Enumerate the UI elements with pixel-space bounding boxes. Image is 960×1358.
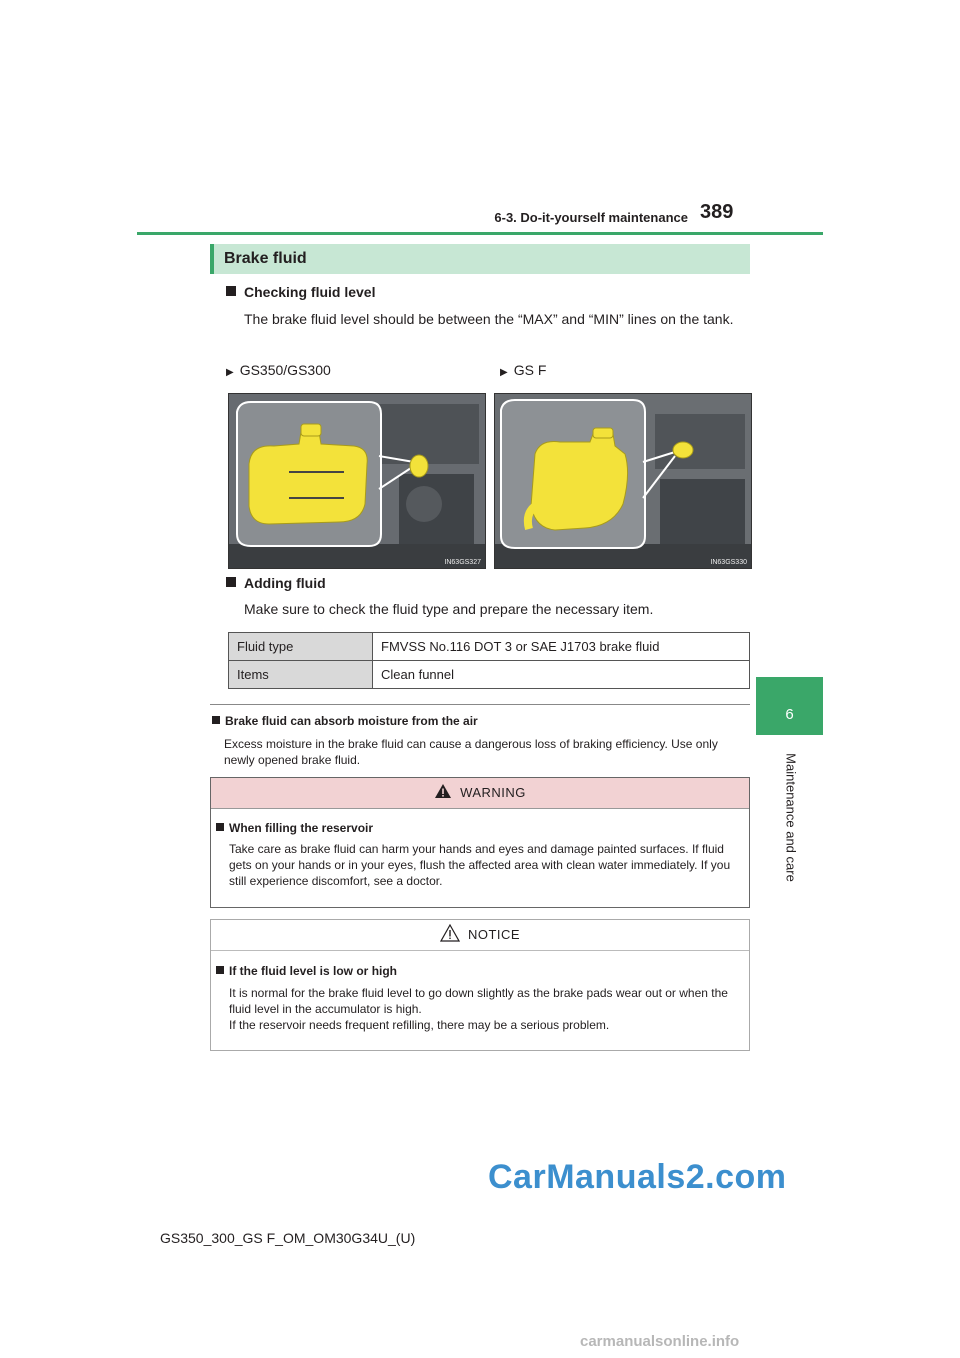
note-divider: [210, 704, 750, 705]
note-text: Excess moisture in the brake fluid can cause a dangerous loss of braking efficiency. Use only newly opened brake fluid.: [224, 737, 718, 767]
header-rule: [137, 232, 823, 235]
chapter-label: Maintenance and care: [783, 753, 799, 882]
page-number: 389: [700, 201, 734, 223]
document-code: GS350_300_GS F_OM_OM30G34U_(U): [160, 1230, 416, 1246]
warning-box: [210, 777, 750, 908]
notice-title: If the fluid level is low or high: [216, 964, 397, 978]
warning-label: WARNING: [460, 785, 526, 800]
square-bullet-icon: [216, 823, 224, 831]
table-value: FMVSS No.116 DOT 3 or SAE J1703 brake fluid: [373, 633, 750, 661]
watermark-url[interactable]: carmanualsonline.info: [580, 1333, 740, 1350]
reservoir-illustration: [229, 394, 485, 568]
image-code: IN63GS327: [444, 559, 481, 566]
notice-text: [229, 985, 741, 1033]
image-code: IN63GS330: [710, 559, 747, 566]
notice-text-line: It is normal for the brake fluid level to go down slightly as the brake pads wear out or when the fluid level in the accumulator is high.: [229, 986, 728, 1016]
fluid-spec-table: [228, 632, 750, 689]
reservoir-illustration: [495, 394, 751, 568]
square-bullet-icon: [212, 716, 220, 724]
table-row: [229, 661, 750, 689]
adding-text: Make sure to check the fluid type and prepare the necessary item.: [244, 601, 654, 617]
notice-label: NOTICE: [467, 927, 521, 942]
variant-label-gsf: ▶ GS F: [500, 362, 547, 378]
notice-box: [210, 919, 750, 1051]
triangle-right-icon: ▶: [500, 367, 508, 378]
note-title: Brake fluid can absorb moisture from the air: [212, 714, 478, 728]
notice-text-line: If the reservoir needs frequent refilling, there may be a serious problem.: [229, 1018, 610, 1032]
table-key: Items: [229, 661, 373, 689]
warning-title: When filling the reservoir: [216, 821, 373, 835]
warning-header: [211, 778, 749, 809]
notice-header: [211, 920, 749, 951]
checking-text: The brake fluid level should be between the “MAX” and “MIN” lines on the tank.: [244, 311, 734, 327]
square-bullet-icon: [216, 966, 224, 974]
watermark-logo[interactable]: CarManuals2.com: [488, 1158, 787, 1196]
square-bullet-icon: [226, 577, 236, 587]
adding-heading: Adding fluid: [226, 575, 326, 591]
warning-triangle-icon: [434, 783, 452, 799]
section-title: Brake fluid: [210, 244, 750, 274]
engine-bay-photo-gsf: [494, 393, 752, 569]
checking-heading: Checking fluid level: [226, 284, 375, 300]
section-heading: 6-3. Do-it-yourself maintenance: [494, 210, 688, 225]
table-value: Clean funnel: [373, 661, 750, 689]
variant-label-gs350: ▶ GS350/GS300: [226, 362, 331, 378]
engine-bay-photo-gs350: [228, 393, 486, 569]
table-key: Fluid type: [229, 633, 373, 661]
table-row: [229, 633, 750, 661]
warning-text: Take care as brake fluid can harm your hands and eyes and damage painted surfaces. If fluid gets on your hands or in your eyes, flush the affected area with clean water immediately. If you still experience discomfort, see a doctor.: [229, 842, 731, 888]
chapter-tab[interactable]: 6: [756, 677, 823, 735]
square-bullet-icon: [226, 286, 236, 296]
caution-triangle-icon: [440, 924, 460, 942]
triangle-right-icon: ▶: [226, 367, 234, 378]
